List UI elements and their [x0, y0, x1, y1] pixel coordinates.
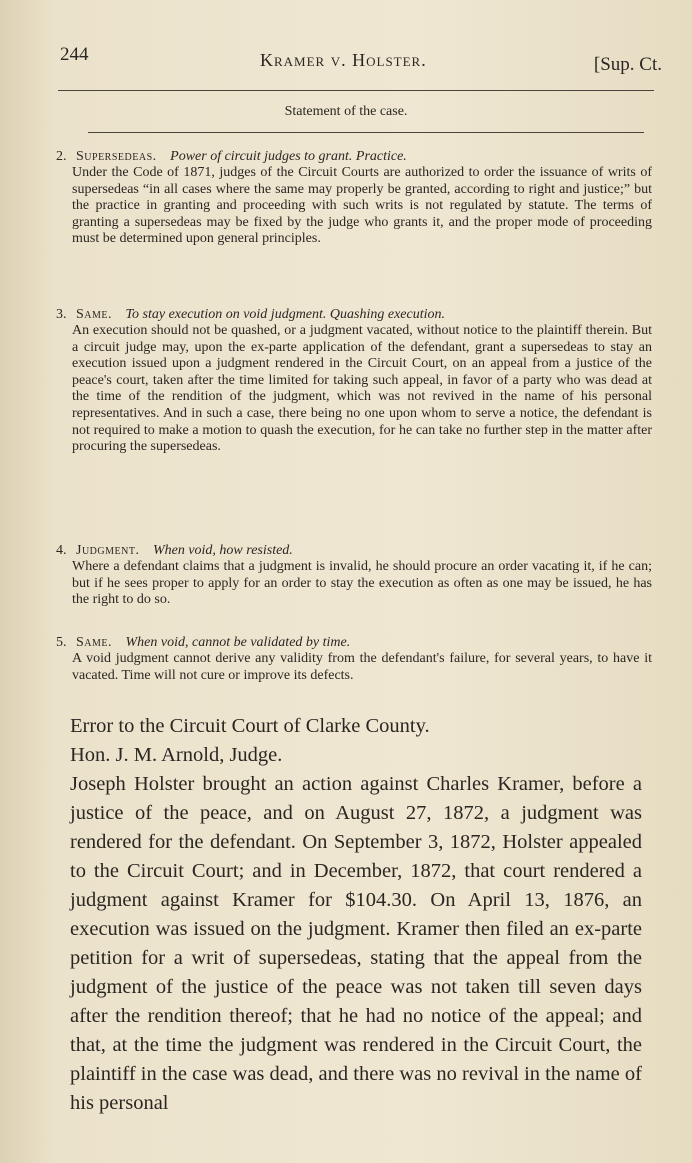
headnote-number: 4. [56, 543, 67, 558]
headnote-4 [56, 542, 652, 609]
page-number: 244 [60, 44, 89, 65]
headnote-keyword: Supersedeas. [76, 149, 157, 164]
headnote-number: 5. [56, 635, 67, 650]
headnote-subtitle: To stay execution on void judgment. Quashing execution. [125, 307, 445, 322]
headnote-keyword: Same. [76, 307, 113, 322]
page-header [60, 42, 662, 82]
case-text [70, 712, 642, 1118]
case-statement: Joseph Holster brought an action against Charles Kramer, before a justice of the peace, and on August 27, 1872, a judgment was rendered for the defendant. On September 3, 1872, Holster appealed to the Circuit Court; and in December, 1872, that court rendered a judgment against Kramer for $104.30. On April 13, 1876, an execution was issued on the judgment. Kramer then filed an ex-parte petition for a writ of supersedeas, stating that the appeal from the judgment of the justice of the peace was not taken till seven days after the rendition thereof; that he had no notice of the appeal; and that, at the time the judgment was rendered in the Circuit Court, the plaintiff in the case was dead, and there was no revival in the name of his personal [70, 773, 642, 1114]
header-rule [58, 90, 654, 91]
headnote-body: Under the Code of 1871, judges of the Circuit Courts are authorized to order the issuance of writs of supersedeas “in all cases where the same may properly be granted, according to right and justice;” but the practice in granting and proceeding with such writs is not regulated by statute. The terms of granting a supersedeas may be fixed by the judge who grants it, and the proper mode of proceeding must be determined upon general principles. [72, 165, 652, 247]
error-line: Error to the Circuit Court of Clarke County. [70, 715, 430, 737]
headnote-subtitle: When void, how resisted. [152, 543, 293, 558]
headnote-number: 2. [56, 149, 67, 164]
section-subheading: Statement of the case. [284, 104, 408, 119]
judge-line: Hon. J. M. Arnold, Judge. [70, 744, 283, 766]
running-title: Kramer v. Holster. [260, 50, 427, 70]
headnote-keyword: Same. [76, 635, 113, 650]
court-label: [Sup. Ct. [593, 54, 662, 75]
headnote-body: Where a defendant claims that a judgment is invalid, he should procure an order vacating it, if he can; but if he sees proper to apply for an order to stay the execution as often as one may be issued, he has the right to do so. [72, 559, 652, 608]
headnote-body: An execution should not be quashed, or a judgment vacated, without notice to the plaintiff therein. But a circuit judge may, upon the ex-parte application of the defendant, grant a supersedeas to stay an execution issued upon a judgment rendered in the Circuit Court, on an appeal from a justice of the peace's court, taken after the time limited for taking such appeal, in favor of a party who was dead at the time of the rendition of the judgment, which was not revived in the name of his personal representatives. And in such a case, there being no one upon whom to serve a notice, the defendant is not required to make a motion to quash the execution, for he can take no further step in the matter after procuring the supersedeas. [72, 323, 652, 455]
headnote-subtitle: When void, cannot be validated by time. [125, 635, 351, 650]
headnote-subtitle: Power of circuit judges to grant. Practice. [170, 149, 407, 164]
headnote-2 [56, 148, 652, 248]
headnote-body: A void judgment cannot derive any validity from the defendant's failure, for several years, to have it vacated. Time will not cure or improve its defects. [72, 651, 652, 683]
headnote-number: 3. [56, 307, 67, 322]
headnote-5 [56, 634, 652, 684]
subheading-rule [88, 132, 644, 133]
headnote-keyword: Judgment. [76, 543, 140, 558]
headnote-3 [56, 306, 652, 456]
